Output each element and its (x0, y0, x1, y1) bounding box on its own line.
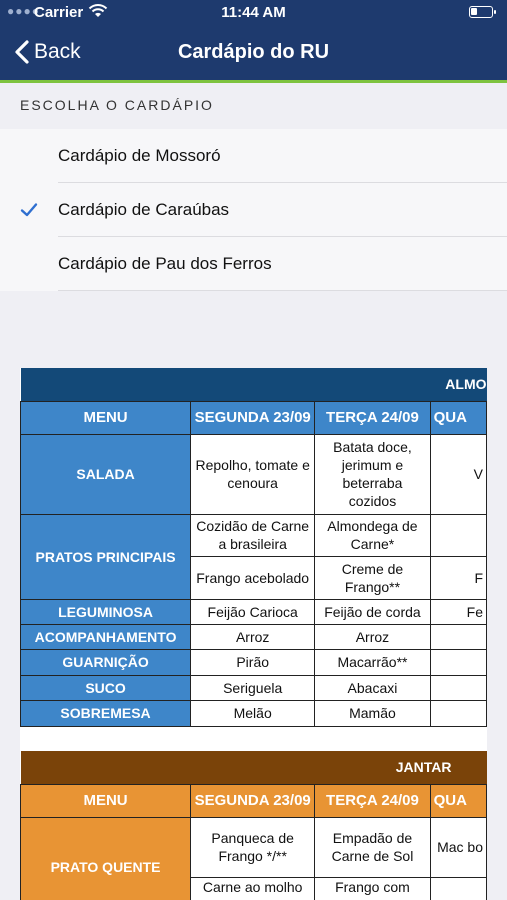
carrier-label: Carrier (34, 4, 84, 21)
salada-segunda: Repolho, tomate e cenoura (191, 434, 315, 514)
prato-quente-2-terca: Frango com (315, 877, 430, 900)
salada-terca: Batata doce, jerimum e beterraba cozidos (315, 434, 430, 514)
prato-quente-1-terca: Empadão de Carne de Sol (315, 817, 430, 877)
battery-icon (469, 6, 493, 18)
acompanhamento-terca: Arroz (315, 624, 430, 649)
menu-option-label: Cardápio de Mossoró (58, 146, 221, 165)
prato-quente-1-segunda: Panqueca de Frango */** (191, 817, 315, 877)
guarnicao-terca: Macarrão** (315, 649, 430, 675)
prato-quente-2-segunda: Carne ao molho (191, 877, 315, 900)
leguminosa-row (21, 599, 487, 624)
salada-row (21, 434, 487, 514)
suco-segunda: Seriguela (191, 675, 315, 700)
checkmark-icon (20, 201, 38, 219)
almoco-title: ALMO (445, 376, 487, 393)
prato-quente-1-quarta: Mac bo (430, 817, 486, 877)
guarnicao-label: GUARNIÇÃO (21, 649, 191, 675)
pratos-1-quarta (430, 514, 486, 556)
pratos-1-segunda: Cozidão de Carne a brasileira (191, 514, 315, 556)
sobremesa-terca: Mamão (315, 700, 430, 726)
menu-option-mossoro[interactable] (0, 129, 507, 183)
guarnicao-segunda: Pirão (191, 649, 315, 675)
salada-quarta: V (430, 434, 486, 514)
almoco-header-row (21, 401, 487, 434)
row-separator (58, 290, 507, 291)
col-terca: TERÇA 24/09 (315, 401, 430, 434)
col-menu: MENU (21, 784, 191, 817)
signal-icon: ●●●● (7, 4, 40, 18)
acompanhamento-quarta (430, 624, 486, 649)
sobremesa-segunda: Melão (191, 700, 315, 726)
status-bar (0, 0, 507, 26)
sobremesa-quarta (430, 700, 486, 726)
suco-label: SUCO (21, 675, 191, 700)
jantar-band (21, 751, 487, 784)
guarnicao-row (21, 649, 487, 675)
menu-option-label: Cardápio de Caraúbas (58, 200, 230, 219)
col-segunda: SEGUNDA 23/09 (191, 401, 315, 434)
guarnicao-quarta (430, 649, 486, 675)
salada-label: SALADA (21, 434, 191, 514)
pratos-principais-label: PRATOS PRINCIPAIS (21, 514, 191, 599)
leguminosa-segunda: Feijão Carioca (191, 599, 315, 624)
menu-list (0, 129, 507, 291)
page-title: Cardápio do RU (177, 41, 330, 63)
pratos-2-segunda: Frango acebolado (191, 556, 315, 599)
section-header: ESCOLHA O CARDÁPIO (20, 97, 214, 113)
almoco-band (21, 368, 487, 401)
suco-terca: Abacaxi (315, 675, 430, 700)
jantar-title: JANTAR (395, 759, 452, 776)
col-quarta: QUA (430, 784, 486, 817)
menu-table (20, 368, 487, 900)
col-segunda: SEGUNDA 23/09 (191, 784, 315, 817)
back-label: Back (34, 40, 81, 63)
pratos-2-quarta: F (430, 556, 486, 599)
acompanhamento-row (21, 624, 487, 649)
leguminosa-quarta: Fe (430, 599, 486, 624)
prato-quente-2-quarta (430, 877, 486, 900)
col-quarta: QUA (430, 401, 486, 434)
col-terca: TERÇA 24/09 (315, 784, 430, 817)
leguminosa-label: LEGUMINOSA (21, 599, 191, 624)
menu-option-caraubas[interactable] (0, 183, 507, 237)
col-menu: MENU (21, 401, 191, 434)
clock: 11:44 AM (221, 4, 286, 21)
acompanhamento-label: ACOMPANHAMENTO (21, 624, 191, 649)
sobremesa-row (21, 700, 487, 726)
pratos-row-1 (21, 514, 487, 556)
jantar-header-row (21, 784, 487, 817)
sobremesa-label: SOBREMESA (21, 700, 191, 726)
table-gap (21, 726, 487, 751)
suco-row (21, 675, 487, 700)
nav-divider (0, 80, 507, 83)
leguminosa-terca: Feijão de corda (315, 599, 430, 624)
menu-option-pau-dos-ferros[interactable] (0, 237, 507, 291)
pratos-1-terca: Almondega de Carne* (315, 514, 430, 556)
pratos-2-terca: Creme de Frango** (315, 556, 430, 599)
menu-option-label: Cardápio de Pau dos Ferros (58, 254, 272, 273)
prato-quente-row-1 (21, 817, 487, 877)
prato-quente-label: PRATO QUENTE (21, 817, 191, 900)
acompanhamento-segunda: Arroz (191, 624, 315, 649)
navigation-bar (0, 0, 507, 80)
suco-quarta (430, 675, 486, 700)
menu-image (20, 368, 487, 900)
